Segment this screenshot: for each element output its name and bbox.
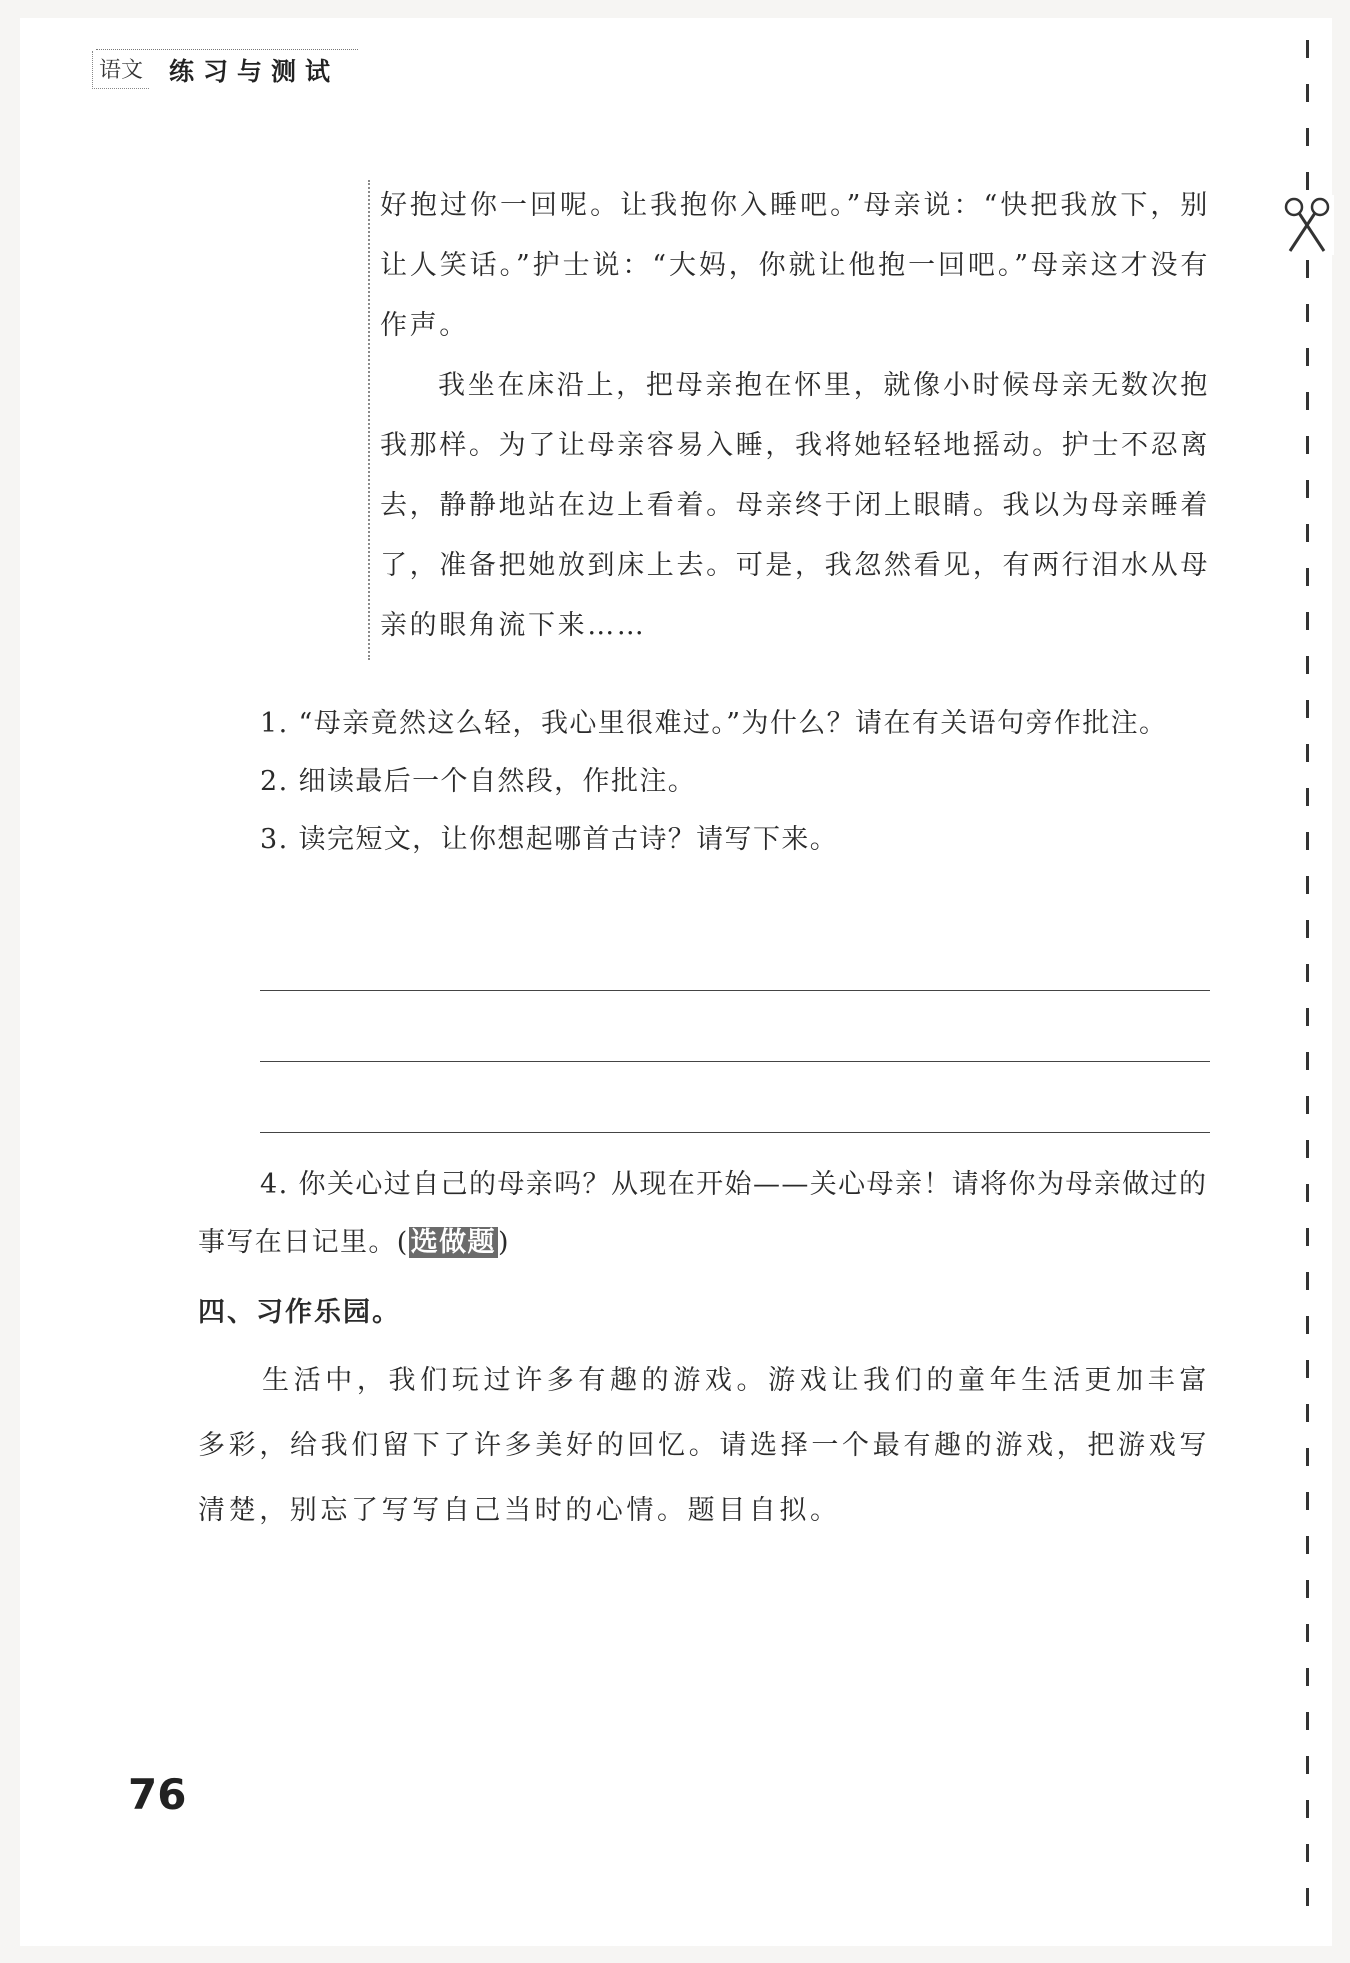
reading-excerpt: [380, 176, 1210, 656]
page-header: [92, 50, 339, 90]
scissors-icon: [1280, 195, 1334, 255]
section-paragraph: 生活中，我们玩过许多有趣的游戏。游戏让我们的童年生活更加丰富多彩，给我们留下了许多美好的回忆。请选择一个最有趣的游戏，把游戏写清楚，别忘了写写自己当时的心情。题目自拟。: [198, 1365, 1210, 1526]
excerpt-paragraph-1: 好抱过你一回呢。让我抱你入睡吧。”母亲说：“快把我放下，别让人笑话。”护士说：“大妈，你就让他抱一回吧。”母亲这才没有作声。: [380, 190, 1210, 341]
cut-line: [1306, 40, 1312, 1950]
page-number: 76: [128, 1770, 187, 1819]
question-2: 2. 细读最后一个自然段，作批注。: [260, 766, 697, 797]
header-title: 练习与测试: [169, 57, 340, 86]
header-subject: 语文: [92, 51, 149, 89]
question-4-close: ): [497, 1227, 510, 1258]
section-title: 四、习作乐园。: [198, 1297, 401, 1328]
optional-tag: 选做题: [410, 1227, 496, 1258]
question-4-text: 4. 你关心过自己的母亲吗？从现在开始——关心母亲！请将你为母亲做过的事写在日记里。(: [198, 1169, 1208, 1258]
section-body: [198, 1348, 1210, 1543]
question-list: [198, 695, 1210, 869]
answer-line[interactable]: [260, 990, 1210, 991]
question-3: 3. 读完短文，让你想起哪首古诗？请写下来。: [260, 824, 839, 855]
excerpt-paragraph-2: 我坐在床沿上，把母亲抱在怀里，就像小时候母亲无数次抱我那样。为了让母亲容易入睡，我将她轻轻地摇动。护士不忍离去，静静地站在边上看着。母亲终于闭上眼睛。我以为母亲睡着了，准备把她放到床上去。可是，我忽然看见，有两行泪水从母亲的眼角流下来……: [380, 370, 1210, 641]
excerpt-border: [368, 180, 370, 660]
answer-line[interactable]: [260, 1132, 1210, 1133]
answer-line[interactable]: [260, 1061, 1210, 1062]
question-1: 1. “母亲竟然这么轻，我心里很难过。”为什么？请在有关语句旁作批注。: [260, 708, 1168, 739]
question-4: [198, 1156, 1210, 1272]
